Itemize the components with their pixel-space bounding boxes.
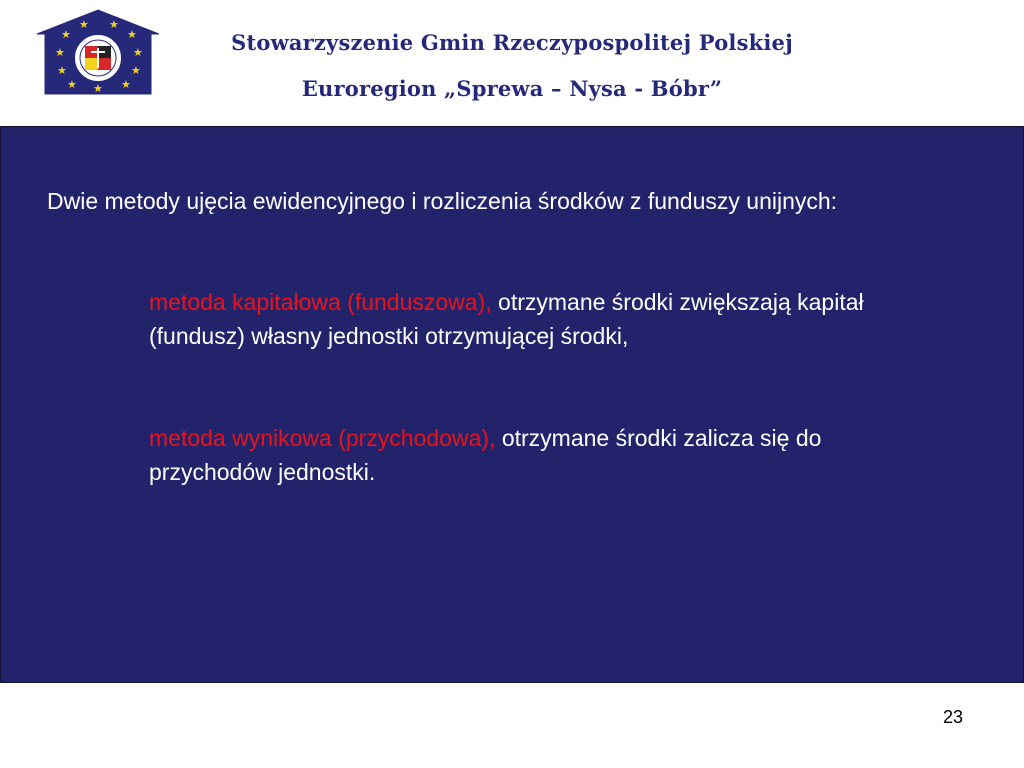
method-term: metoda wynikowa (przychodowa),	[149, 425, 496, 451]
content-panel	[0, 126, 1024, 683]
svg-text:★: ★	[109, 18, 119, 31]
svg-text:★: ★	[121, 78, 131, 91]
svg-text:★: ★	[55, 46, 65, 59]
intro-text: Dwie metody ujęcia ewidencyjnego i rozliczenia środków z funduszy unijnych:	[47, 188, 838, 214]
method-item-result	[149, 421, 929, 489]
svg-text:★: ★	[61, 28, 71, 41]
svg-text:★: ★	[57, 64, 67, 77]
svg-text:★: ★	[133, 46, 143, 59]
euroregion-subtitle: Euroregion „Sprewa – Nysa - Bóbr”	[301, 76, 723, 101]
method-description: otrzymane środki zwiększają kapitał (fundusz) własny jednostki otrzymującej środki,	[149, 289, 864, 349]
svg-text:★: ★	[67, 78, 77, 91]
svg-text:★: ★	[93, 82, 103, 95]
method-term: metoda kapitałowa (funduszowa),	[149, 289, 492, 315]
svg-text:★: ★	[131, 64, 141, 77]
page-number: 23	[942, 707, 963, 727]
method-description: otrzymane środki zalicza się do przychodów jednostki.	[149, 425, 822, 485]
svg-text:★: ★	[127, 28, 137, 41]
svg-text:★: ★	[79, 18, 89, 31]
organization-title: Stowarzyszenie Gmin Rzeczypospolitej Polskiej	[231, 30, 793, 55]
method-item-capital	[149, 285, 929, 353]
